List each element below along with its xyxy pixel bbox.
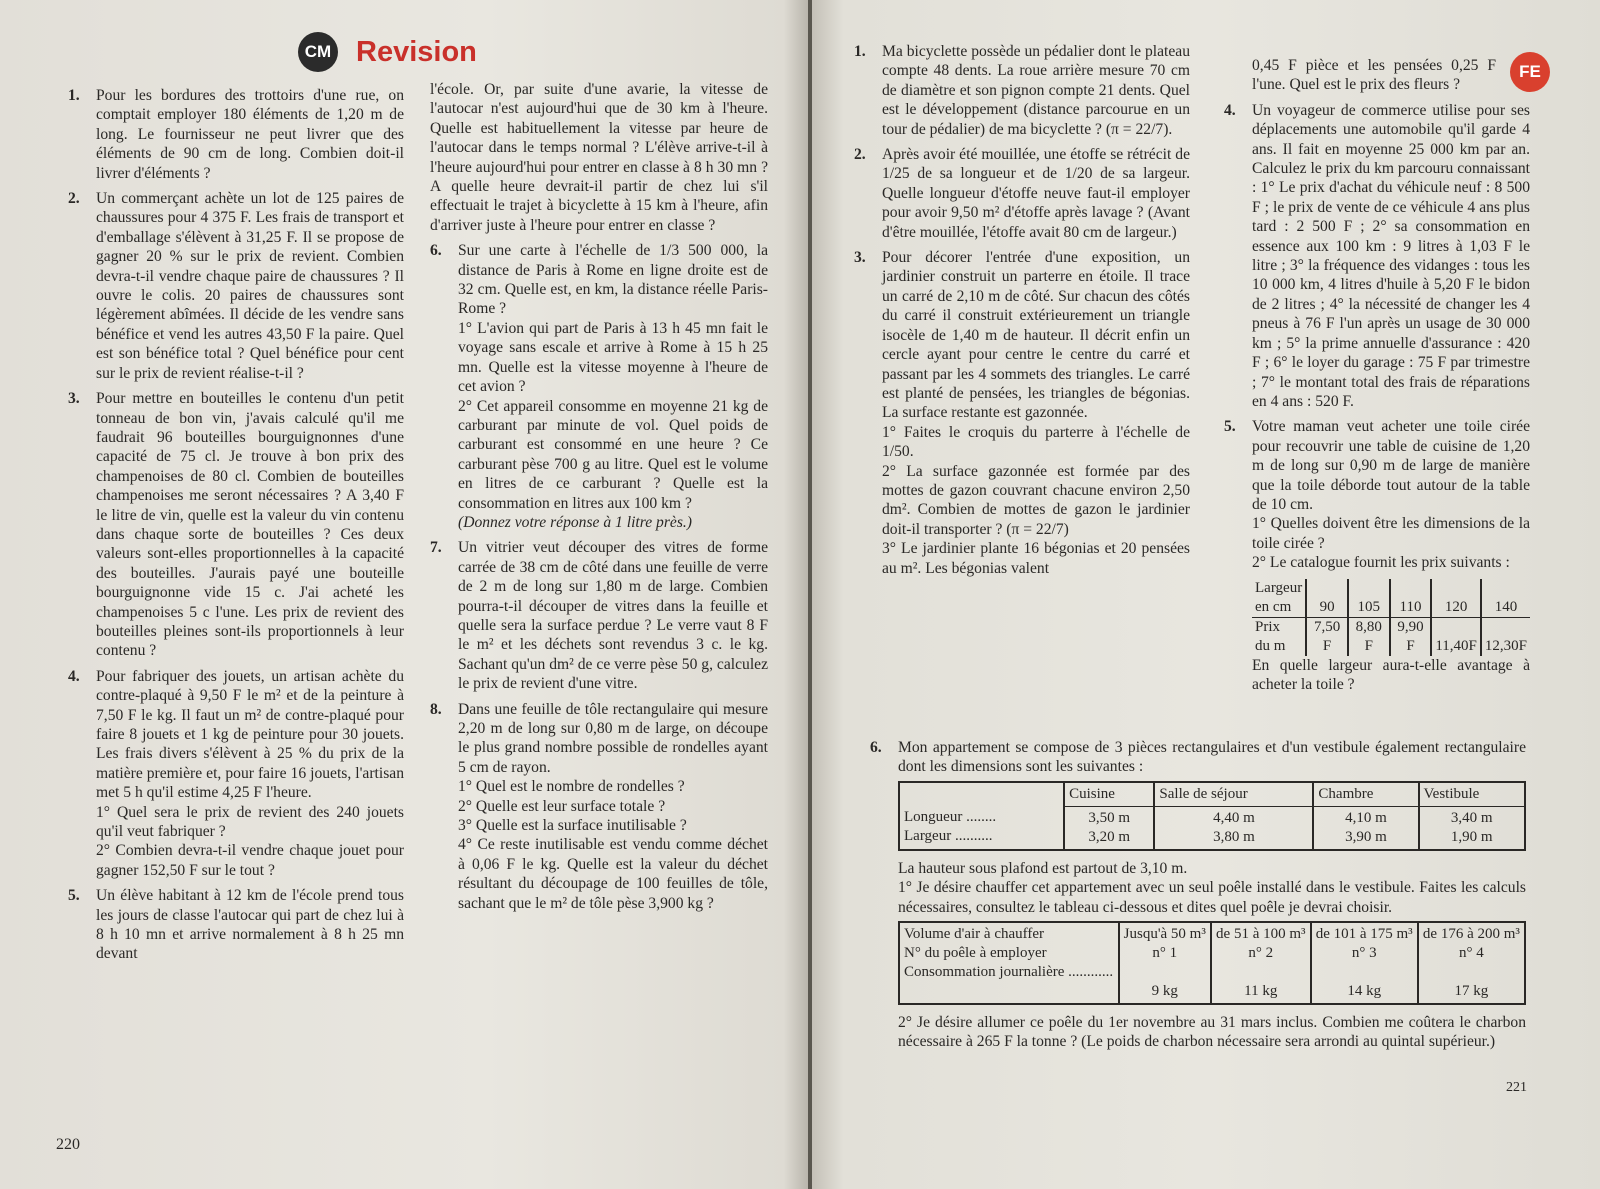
problem-number: 3. bbox=[68, 390, 80, 408]
problem-note: (Donnez votre réponse à 1 litre près.) bbox=[458, 513, 693, 531]
right-page-221 bbox=[812, 0, 1600, 1189]
problem bbox=[854, 42, 1190, 139]
stove-column bbox=[1311, 922, 1418, 1004]
label-prix: Prix bbox=[1255, 618, 1281, 635]
problem bbox=[68, 389, 404, 661]
right-column-2 bbox=[1224, 56, 1530, 694]
problem-text: Après avoir été mouillée, une étoffe se rétrécit de 1/25 de sa longueur et de 1/20 de sa largeur. Quelle longueur d'étoffe neuve faut-il employer pour avoir 9,50 m² d'étoffe après lavage ? (Avant d'être mouillée, l'étoffe avait 80 cm de largeur.) bbox=[882, 146, 1190, 241]
rooms-table bbox=[898, 781, 1526, 851]
problem-text: Un élève habitant à 12 km de l'école prend tous les jours de classe l'autocar qui part de chez lui à 8 h 10 mn et arrive normalement à 8 h 25 mn devant bbox=[96, 887, 404, 963]
stove-table bbox=[898, 921, 1526, 1005]
price-table bbox=[1252, 579, 1530, 656]
problem-text: Sur une carte à l'échelle de 1/3 500 000, la distance de Paris à Rome en ligne droite est de 32 cm. Quelle est, en km, la distance réelle Paris-Rome ? bbox=[458, 242, 768, 318]
stove-value: n° 2 bbox=[1248, 945, 1274, 962]
consumption-value: 14 kg bbox=[1347, 983, 1382, 1000]
volume-value: de 176 à 200 m³ bbox=[1422, 926, 1520, 943]
width-cell: 120 bbox=[1431, 579, 1481, 618]
price-cell: 8,80 F bbox=[1348, 617, 1390, 656]
width-cell: 110 bbox=[1390, 579, 1432, 618]
problem-subquestion: 1° Quel est le nombre de rondelles ? bbox=[458, 778, 685, 796]
price-table-width-label bbox=[1252, 579, 1306, 618]
problem-subquestion: 1° Quelles doivent être les dimensions de la toile cirée ? bbox=[1252, 515, 1530, 552]
width-cell: 90 bbox=[1306, 579, 1348, 618]
stove-value: n° 1 bbox=[1152, 945, 1178, 962]
section-header bbox=[298, 32, 477, 72]
problem-subquestion: 2° Le catalogue fournit les prix suivants : bbox=[1252, 554, 1510, 572]
problem bbox=[870, 738, 1526, 1052]
problem-text: Pour mettre en bouteilles le contenu d'un petit tonneau de bon vin, j'avais calculé qu'il me faudrait 96 bouteilles bourguignonnes d'une capacité de 75 cl. Je trouve à bon prix des champenoises de 80 cl. Combien de bouteilles champenoises me seront nécessaires ? A 3,40 F le litre de vin, quelle est la valeur du vin contenu dans chaque sorte de bouteilles ? Ces deux valeurs sont-elles proportionnelles à la capacité des bouteilles. J'aurais payé une bouteille bourguignonne vide 15 c. J'ai acheté les champenoises 5 c l'une. Les prix de revient des bouteilles pleines sont-ils proportionnels à leur contenu ? bbox=[96, 390, 404, 660]
problem-subquestion: 2° Combien devra-t-il vendre chaque jouet pour gagner 152,50 F sur le tout ? bbox=[96, 842, 404, 879]
problem-3-continuation: 0,45 F pièce et les pensées 0,25 F l'une. Quel est le prix des fleurs ? bbox=[1252, 57, 1496, 94]
label-du-m: du m bbox=[1255, 637, 1286, 654]
problem bbox=[68, 667, 404, 880]
label-largeur: Largeur bbox=[1255, 579, 1303, 596]
problem-text: Pour fabriquer des jouets, un artisan achète du contre-plaqué à 9,50 F le m² et de la peinture à 7,50 F le kg. Il faut un m² de contre-plaqué pour faire 8 jouets et 1 kg de peinture pour 30 jouets. Les frais divers s'élèvent à 25 % du prix de la matière première et, pour faire 16 jouets, l'artisan met 5 h qu'il estime 4,25 F l'heure. bbox=[96, 667, 404, 802]
page-number-left: 220 bbox=[56, 1136, 80, 1153]
width-value: 3,90 m bbox=[1345, 828, 1387, 845]
width-cell: 140 bbox=[1481, 579, 1530, 618]
problem-text: Dans une feuille de tôle rectangulaire qui mesure 2,20 m de long sur 0,80 m de large, on découpe le plus grand nombre possible de rondelles ayant 5 cm de rayon. bbox=[458, 700, 768, 776]
consumption-value: 17 kg bbox=[1454, 983, 1489, 1000]
problem bbox=[68, 86, 404, 183]
left-column-2-problems bbox=[430, 241, 768, 913]
problem-subquestion: 3° Quelle est la surface inutilisable ? bbox=[458, 817, 687, 835]
problem-number: 5. bbox=[1224, 418, 1236, 436]
width-value: 1,90 m bbox=[1450, 828, 1493, 845]
problem-number: 2. bbox=[68, 190, 80, 208]
problem-6 bbox=[870, 738, 1526, 1058]
price-cell: 11,40F bbox=[1431, 617, 1481, 656]
fe-badge: FE bbox=[1510, 52, 1550, 92]
problem-number: 4. bbox=[68, 667, 80, 685]
problem bbox=[430, 538, 768, 693]
row-labels bbox=[899, 806, 1064, 850]
consumption-value: 9 kg bbox=[1151, 983, 1178, 1000]
problem-text: Pour les bordures des trottoirs d'une rue, on comptait employer 180 éléments de 1,20 m de long. Le fournisseur ne peut livrer que des éléments de 90 cm de long. Combien doit-il livrer d'éléments ? bbox=[96, 87, 404, 182]
price-table-price-label bbox=[1252, 617, 1306, 656]
room-header: Salle de séjour bbox=[1154, 782, 1313, 807]
cm-badge: CM bbox=[298, 32, 338, 72]
problem-number: 4. bbox=[1224, 101, 1236, 119]
section-title: Revision bbox=[356, 35, 477, 68]
problem-number: 7. bbox=[430, 539, 442, 557]
stove-value: n° 4 bbox=[1459, 945, 1484, 962]
stove-column bbox=[1211, 922, 1311, 1004]
empty-header bbox=[899, 782, 1064, 807]
label-en-cm: en cm bbox=[1255, 598, 1292, 615]
problem-text: Un commerçant achète un lot de 125 paires de chaussures pour 4 375 F. Les frais de transport et d'emballage s'élèvent à 31,25 F. Il se propose de gagner 20 % sur le prix de revient. Combien devra-t-il vendre chaque paire de chaussures ? Il ouvre le colis. 20 paires de chaussures sont légèrement abîmées. Il décide de les vendre sans bénéfice et vend les autres 43,50 F la paire. Quel est son bénéfice total ? Quel bénéfice pour cent sur le prix de revient réalise-t-il ? bbox=[96, 190, 404, 382]
volume-value: de 101 à 175 m³ bbox=[1315, 926, 1413, 943]
right-column-1 bbox=[854, 42, 1190, 584]
volume-value: de 51 à 100 m³ bbox=[1216, 926, 1306, 943]
problem-number: 8. bbox=[430, 700, 442, 718]
problem-number: 1. bbox=[68, 87, 80, 104]
price-cell: 7,50 F bbox=[1306, 617, 1348, 656]
problem-text: Un vitrier veut découper des vitres de forme carrée de 38 cm de côté dans une feuille de verre de 2 m de long sur 1,80 m de large. Combien pourra-t-il découper de vitres dans la feuille et quelle sera la surface perdue ? Le verre vaut 8 F le m² et les déchets sont revendus 3 c. le kg. Sachant qu'un dm² de ce verre pèse 50 g, calculez le prix de revient d'une vitre. bbox=[458, 539, 768, 693]
problem-text: Un voyageur de commerce utilise pour ses déplacements une automobile qu'il garde 4 ans. Il fait en moyenne 25 000 km par an. Calculez le prix du km parcouru connaissant : 1° Le prix d'achat du véhicule neuf : 8 500 F ; le prix de vente de ce véhicule 4 ans plus tard : 2 500 F ; 2° sa consommation en essence aux 100 km : 9 litres à 1,03 F le litre ; 3° la fréquence des vidanges : tous les 10 000 km, 4 litres d'huile à 5,20 F le bidon de 2 litres ; 4° la nécessité de changer les 4 pneus à 76 F l'un après un usage de 30 000 km ; 5° la prime annuelle d'assurance : 420 F ; 6° le loyer du garage : 75 F par trimestre ; 7° le montant total des frais de réparations en 4 ans : 520 F. bbox=[1252, 101, 1530, 410]
label-consumption: Consommation journalière ............ bbox=[904, 964, 1114, 981]
room-dimensions bbox=[1313, 806, 1418, 850]
problem-text: Votre maman veut acheter une toile cirée pour recouvrir une table de cuisine de 1,20 m de long sur 0,90 m de large de manière que la toile déborde tout autour de la table de 10 cm. bbox=[1252, 418, 1530, 513]
problem bbox=[854, 248, 1190, 578]
problem-subquestion: 3° Le jardinier plante 16 bégonias et 20 pensées au m². Les bégonias valent bbox=[882, 540, 1190, 577]
problem-number: 6. bbox=[870, 739, 882, 756]
row-labels bbox=[899, 922, 1119, 1004]
right-column-2-problems bbox=[1224, 101, 1530, 573]
length-value: 3,50 m bbox=[1088, 809, 1131, 826]
problem-subquestion: 1° L'avion qui part de Paris à 13 h 45 mn fait le voyage sans escale et arrive à Rome à 15 h 25 mn. Quelle est la vitesse moyenne à l'heure de cet avion ? bbox=[458, 319, 768, 396]
problem bbox=[854, 145, 1190, 242]
width-value: 3,80 m bbox=[1213, 828, 1255, 845]
problem-number: 1. bbox=[854, 43, 866, 60]
problem-number: 2. bbox=[854, 146, 866, 164]
left-column-2 bbox=[430, 80, 768, 919]
label-volume: Volume d'air à chauffer bbox=[904, 926, 1045, 943]
stove-column bbox=[1119, 922, 1211, 1004]
problem-number: 5. bbox=[68, 887, 80, 905]
room-dimensions bbox=[1419, 806, 1526, 850]
width-cell: 105 bbox=[1348, 579, 1390, 618]
problem-text: Pour décorer l'entrée d'une exposition, un jardinier construit un parterre en étoile. Il trace un carré de 2,10 m de côté. Sur chacun des côtés du carré il construit extérieurement un triangle isocèle de 1,40 m de hauteur. Il décrit enfin un cercle ayant pour centre le centre du carré et passant par les 4 sommets des triangles. Le carré est planté de pensées, les triangles de bégonias. La surface restante est gazonnée. bbox=[882, 249, 1190, 422]
problem bbox=[1224, 417, 1530, 572]
problem bbox=[1224, 101, 1530, 412]
problem-subquestion: 2° La surface gazonnée est formée par des mottes de gazon couvrant chacune environ 2,50 dm². Combien de mottes de gazon le jardinier doit-il transporter ? (π = 22/7) bbox=[882, 462, 1190, 538]
problem-text: Ma bicyclette possède un pédalier dont le plateau compte 48 dents. La roue arrière mesure 70 cm de diamètre et son pignon compte 21 dents. Quel est le développement (distance parcourue en un tour de pédalier) de ma bicyclette ? (π = 22/7). bbox=[882, 43, 1190, 138]
problem-number: 6. bbox=[430, 242, 442, 260]
problem bbox=[68, 886, 404, 964]
problem-6-part-2: 2° Je désire allumer ce poêle du 1er novembre au 31 mars inclus. Combien me coûtera le charbon nécessaire à 265 F la tonne ? (Le poids de charbon nécessaire sera arrondi au quintal supérieur.) bbox=[898, 1014, 1526, 1051]
height-text: La hauteur sous plafond est partout de 3,10 m. bbox=[898, 859, 1188, 877]
problem-subquestion: 4° Ce reste inutilisable est vendu comme déchet à 0,06 F le kg. Quelle est la valeur du déchet résultant du découpage de 100 feuilles de tôle, sachant que le m² de tôle pèse 3,900 kg ? bbox=[458, 836, 768, 912]
room-dimensions bbox=[1154, 806, 1313, 850]
label-longueur: Longueur ........ bbox=[904, 809, 997, 826]
width-value: 3,20 m bbox=[1088, 828, 1131, 845]
problem-6-part-1: 1° Je désire chauffer cet appartement avec un seul poêle installé dans le vestibule. Faites les calculs nécessaires, consultez le tableau ci-dessous et dites quel poêle je devrai choisir. bbox=[898, 879, 1526, 916]
length-value: 4,40 m bbox=[1213, 809, 1255, 826]
price-cell: 9,90 F bbox=[1390, 617, 1432, 656]
room-dimensions bbox=[1064, 806, 1154, 850]
left-column-1 bbox=[68, 86, 404, 970]
volume-value: Jusqu'à 50 m³ bbox=[1123, 926, 1206, 943]
problem-subquestion: 1° Quel sera le prix de revient des 240 jouets qu'il veut fabriquer ? bbox=[96, 803, 404, 841]
problem-5-continuation: l'école. Or, par suite d'une avarie, la vitesse de l'autocar n'est aujourd'hui que de 30 km à l'heure. Quelle est habituellement la vitesse par heure de l'autocar dans le temps normal ? L'élève arrive-t-il à l'heure aujourd'hui pour entrer en classe à 8 h 30 mn ? A quelle heure devrait-il partir de chez lui s'il effectuait le trajet à bicyclette à 15 km à l'heure, afin d'arriver juste à l'heure pour entrer en classe ? bbox=[430, 81, 768, 234]
problem-5-question: En quelle largeur aura-t-elle avantage à acheter la toile ? bbox=[1252, 656, 1530, 693]
room-header: Cuisine bbox=[1064, 782, 1154, 807]
problem bbox=[68, 189, 404, 383]
label-largeur: Largeur .......... bbox=[904, 828, 993, 845]
problem-subquestion: 2° Quelle est leur surface totale ? bbox=[458, 797, 666, 815]
label-stove-number: N° du poêle à employer bbox=[904, 945, 1047, 962]
price-cell: 12,30F bbox=[1481, 617, 1530, 656]
stove-column bbox=[1418, 922, 1525, 1004]
length-value: 3,40 m bbox=[1450, 809, 1493, 826]
problem-subquestion: 2° Cet appareil consomme en moyenne 21 kg de carburant par minute de vol. Quel poids de carburant est consommé en une heure ? Ce carburant pèse 700 g au litre. Quel est le volume en litres de ce carburant ? Quelle est la consommation en litres aux 100 km ? bbox=[458, 397, 768, 512]
page-number-right: 221 bbox=[1506, 1080, 1527, 1095]
consumption-value: 11 kg bbox=[1244, 983, 1278, 1000]
problem-subquestion: 1° Faites le croquis du parterre à l'échelle de 1/50. bbox=[882, 423, 1190, 461]
length-value: 4,10 m bbox=[1345, 809, 1387, 826]
room-header: Vestibule bbox=[1419, 782, 1526, 807]
room-header: Chambre bbox=[1313, 782, 1418, 807]
problem-number: 3. bbox=[854, 249, 866, 267]
problem bbox=[430, 241, 768, 532]
stove-value: n° 3 bbox=[1351, 945, 1377, 962]
problem bbox=[430, 700, 768, 913]
problem-6-intro: Mon appartement se compose de 3 pièces rectangulaires et d'un vestibule également rectangulaire dont les dimensions sont les suivantes : bbox=[898, 739, 1526, 776]
